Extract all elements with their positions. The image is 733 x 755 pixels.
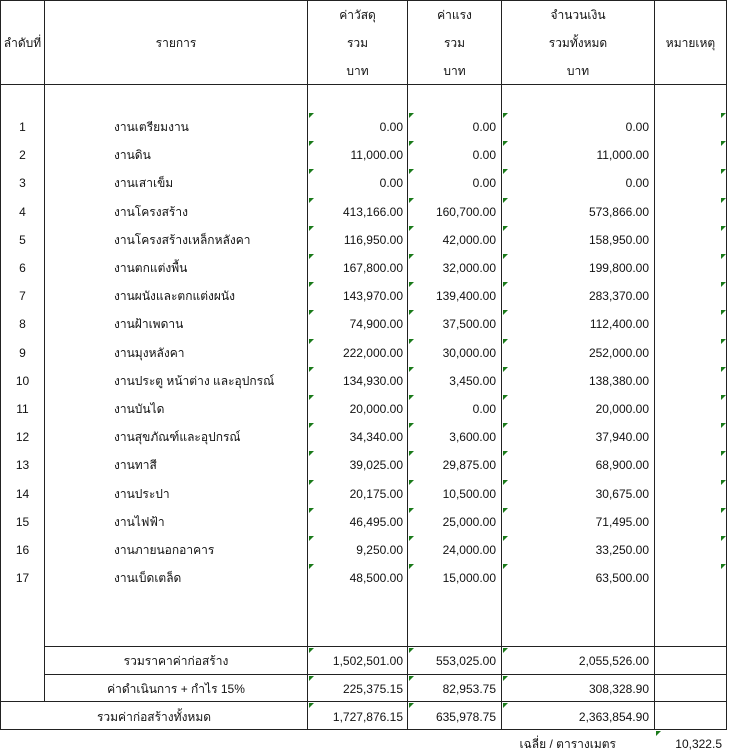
cell-marker: [409, 198, 414, 203]
cell-marker: [721, 113, 726, 118]
overhead-material: 225,375.15: [342, 682, 403, 696]
row-labor: 32,000.00: [442, 261, 496, 275]
grid-line: [0, 84, 727, 85]
cell-marker: [309, 367, 314, 372]
row-labor: 29,875.00: [442, 458, 496, 472]
grand-material: 1,727,876.15: [332, 710, 403, 724]
row-material: 134,930.00: [342, 374, 403, 388]
cell-marker: [409, 564, 414, 569]
row-total: 199,800.00: [588, 261, 649, 275]
header-material-line3: บาท: [346, 64, 369, 78]
row-item: งานโครงสร้างเหล็กหลังคา: [114, 233, 251, 247]
row-total: 20,000.00: [595, 402, 649, 416]
grid-line: [0, 701, 727, 702]
row-no: 2: [19, 148, 26, 162]
cell-marker: [721, 310, 726, 315]
row-no: 3: [19, 176, 26, 190]
row-material: 20,175.00: [349, 487, 403, 501]
row-labor: 42,000.00: [442, 233, 496, 247]
cell-marker: [503, 703, 508, 708]
cell-marker: [409, 676, 414, 681]
row-labor: 0.00: [472, 402, 496, 416]
row-no: 11: [16, 402, 29, 416]
cell-marker: [503, 536, 508, 541]
header-no: ลำดับที่: [3, 36, 42, 50]
construction-total: 2,055,526.00: [578, 654, 649, 668]
row-item: งานดิน: [114, 148, 151, 162]
cell-marker: [409, 169, 414, 174]
header-labor-line2: รวม: [443, 36, 466, 50]
cell-marker: [721, 451, 726, 456]
grid-line: [44, 0, 45, 701]
cell-marker: [409, 310, 414, 315]
header-remark: หมายเหตุ: [665, 36, 716, 50]
overhead-total: 308,328.90: [588, 682, 649, 696]
grid-line: [44, 646, 727, 647]
cell-marker: [309, 113, 314, 118]
row-labor: 30,000.00: [442, 346, 496, 360]
row-total: 0.00: [625, 120, 649, 134]
cell-marker: [309, 564, 314, 569]
row-total: 138,380.00: [588, 374, 649, 388]
cell-marker: [721, 339, 726, 344]
row-labor: 0.00: [472, 148, 496, 162]
cell-marker: [409, 339, 414, 344]
cell-marker: [721, 198, 726, 203]
row-labor: 0.00: [472, 176, 496, 190]
row-total: 158,950.00: [588, 233, 649, 247]
row-no: 17: [15, 571, 30, 585]
row-labor: 25,000.00: [442, 515, 496, 529]
header-material-line1: ค่าวัสดุ: [339, 8, 376, 22]
cell-marker: [409, 113, 414, 118]
cell-marker: [309, 536, 314, 541]
row-item: งานประปา: [114, 487, 170, 501]
grid-line: [407, 0, 408, 729]
cell-marker: [309, 423, 314, 428]
construction-label: รวมราคาค่าก่อสร้าง: [123, 654, 229, 668]
row-total: 63,500.00: [595, 571, 649, 585]
row-no: 9: [19, 346, 26, 360]
row-material: 116,950.00: [343, 233, 403, 247]
row-material: 39,025.00: [349, 458, 403, 472]
row-item: งานสุขภัณฑ์และอุปกรณ์: [114, 430, 241, 444]
row-item: งานเตรียมงาน: [114, 120, 189, 134]
cell-marker: [721, 536, 726, 541]
row-no: 10: [15, 374, 30, 388]
cell-marker: [309, 198, 314, 203]
row-item: งานประตู หน้าต่าง และอุปกรณ์: [114, 374, 275, 388]
row-material: 74,900.00: [349, 317, 403, 331]
cell-marker: [503, 564, 508, 569]
cell-marker: [309, 226, 314, 231]
construction-labor: 553,025.00: [435, 654, 496, 668]
row-total: 71,495.00: [595, 515, 649, 529]
cell-marker: [503, 395, 508, 400]
header-total-line1: จำนวนเงิน: [550, 8, 606, 22]
cell-marker: [309, 451, 314, 456]
cell-marker: [503, 113, 508, 118]
row-material: 46,495.00: [349, 515, 403, 529]
row-no: 8: [19, 317, 26, 331]
row-item: งานผนังและตกแต่งผนัง: [114, 289, 235, 303]
row-item: งานมุงหลังคา: [114, 346, 185, 360]
row-material: 11,000.00: [350, 148, 403, 162]
cell-marker: [503, 367, 508, 372]
row-total: 0.00: [625, 176, 649, 190]
grand-labor: 635,978.75: [435, 710, 496, 724]
row-no: 1: [19, 120, 26, 134]
cell-marker: [656, 731, 661, 736]
row-item: งานทาสี: [114, 458, 157, 472]
grid-line: [726, 0, 727, 729]
cell-marker: [503, 282, 508, 287]
row-material: 143,970.00: [342, 289, 403, 303]
row-total: 573,866.00: [588, 205, 649, 219]
grand-label: รวมค่าก่อสร้างทั้งหมด: [96, 710, 212, 724]
header-material-line2: รวม: [346, 36, 369, 50]
cell-marker: [409, 141, 414, 146]
row-material: 9,250.00: [356, 543, 403, 557]
row-material: 0.00: [379, 120, 403, 134]
cell-marker: [503, 451, 508, 456]
row-labor: 37,500.00: [442, 317, 496, 331]
grid-line: [44, 674, 727, 675]
row-no: 4: [19, 205, 26, 219]
cell-marker: [309, 395, 314, 400]
row-no: 6: [19, 261, 26, 275]
cell-marker: [409, 536, 414, 541]
cell-marker: [721, 395, 726, 400]
row-item: งานภายนอกอาคาร: [114, 543, 215, 557]
row-total: 37,940.00: [595, 430, 649, 444]
cell-marker: [409, 703, 414, 708]
header-total-line3: บาท: [566, 64, 590, 78]
row-item: งานฝ้าเพดาน: [114, 317, 184, 331]
cell-marker: [503, 676, 508, 681]
row-item: งานเสาเข็ม: [114, 176, 174, 190]
cell-marker: [309, 254, 314, 259]
cell-marker: [409, 226, 414, 231]
row-total: 68,900.00: [595, 458, 649, 472]
row-material: 48,500.00: [349, 571, 403, 585]
cell-marker: [409, 508, 414, 513]
row-item: งานโครงสร้าง: [114, 205, 188, 219]
cell-marker: [721, 480, 726, 485]
row-labor: 139,400.00: [435, 289, 496, 303]
row-no: 15: [15, 515, 30, 529]
cell-marker: [721, 423, 726, 428]
cell-marker: [503, 254, 508, 259]
cell-marker: [309, 282, 314, 287]
row-no: 14: [15, 487, 30, 501]
cell-marker: [409, 395, 414, 400]
row-item: งานบันได: [114, 402, 165, 416]
row-total: 252,000.00: [588, 346, 649, 360]
cell-marker: [409, 648, 414, 653]
per-sqm-value: 10,322.5: [675, 737, 722, 751]
row-labor: 10,500.00: [442, 487, 496, 501]
row-material: 0.00: [379, 176, 403, 190]
grid-line: [0, 0, 727, 1]
cell-marker: [503, 226, 508, 231]
cell-marker: [503, 648, 508, 653]
row-total: 33,250.00: [595, 543, 649, 557]
cell-marker: [503, 310, 508, 315]
cell-marker: [721, 367, 726, 372]
row-no: 12: [15, 430, 30, 444]
row-total: 283,370.00: [588, 289, 649, 303]
row-no: 13: [15, 458, 30, 472]
cell-marker: [503, 508, 508, 513]
row-labor: 15,000.00: [442, 571, 496, 585]
cell-marker: [309, 508, 314, 513]
cell-marker: [503, 339, 508, 344]
cell-marker: [409, 423, 414, 428]
row-no: 16: [15, 543, 30, 557]
cell-marker: [309, 141, 314, 146]
per-sqm-label: เฉลี่ย / ตารางเมตร: [519, 737, 616, 751]
grid-line: [0, 0, 1, 729]
grid-line: [0, 729, 727, 730]
cell-marker: [409, 480, 414, 485]
grid-line: [307, 0, 308, 729]
cell-marker: [503, 423, 508, 428]
grid-line: [501, 0, 502, 729]
row-no: 7: [19, 289, 26, 303]
row-total: 30,675.00: [595, 487, 649, 501]
row-labor: 0.00: [472, 120, 496, 134]
construction-material: 1,502,501.00: [332, 654, 403, 668]
header-labor-line3: บาท: [443, 64, 466, 78]
cell-marker: [409, 451, 414, 456]
row-total: 11,000.00: [596, 148, 649, 162]
cell-marker: [721, 564, 726, 569]
row-material: 167,800.00: [342, 261, 403, 275]
grid-line: [654, 0, 655, 729]
row-material: 413,166.00: [342, 205, 403, 219]
cell-marker: [309, 310, 314, 315]
cell-marker: [409, 282, 414, 287]
grand-total: 2,363,854.90: [578, 710, 649, 724]
row-material: 20,000.00: [349, 402, 403, 416]
cell-marker: [309, 480, 314, 485]
cell-marker: [721, 169, 726, 174]
row-material: 222,000.00: [342, 346, 403, 360]
cell-marker: [309, 169, 314, 174]
header-labor-line1: ค่าแรง: [437, 8, 472, 22]
header-item: รายการ: [155, 36, 197, 50]
cell-marker: [309, 676, 314, 681]
row-material: 34,340.00: [349, 430, 403, 444]
cell-marker: [721, 282, 726, 287]
row-item: งานเบ็ดเตล็ด: [114, 571, 182, 585]
row-labor: 24,000.00: [442, 543, 496, 557]
row-labor: 160,700.00: [435, 205, 496, 219]
cell-marker: [721, 226, 726, 231]
row-item: งานไฟฟ้า: [114, 515, 165, 529]
cell-marker: [409, 367, 414, 372]
cell-marker: [721, 508, 726, 513]
cell-marker: [309, 648, 314, 653]
cell-marker: [503, 198, 508, 203]
cell-marker: [309, 339, 314, 344]
cell-marker: [503, 169, 508, 174]
cell-marker: [309, 703, 314, 708]
row-labor: 3,600.00: [449, 430, 496, 444]
row-item: งานตกแต่งพื้น: [114, 261, 188, 275]
cell-marker: [721, 141, 726, 146]
overhead-label: ค่าดำเนินการ + กำไร 15%: [107, 682, 245, 696]
header-total-line2: รวมทั้งหมด: [548, 36, 608, 50]
row-no: 5: [19, 233, 26, 247]
row-labor: 3,450.00: [449, 374, 496, 388]
row-total: 112,400.00: [589, 317, 649, 331]
cell-marker: [503, 141, 508, 146]
cell-marker: [409, 254, 414, 259]
overhead-labor: 82,953.75: [442, 682, 496, 696]
cell-marker: [721, 254, 726, 259]
cell-marker: [503, 480, 508, 485]
